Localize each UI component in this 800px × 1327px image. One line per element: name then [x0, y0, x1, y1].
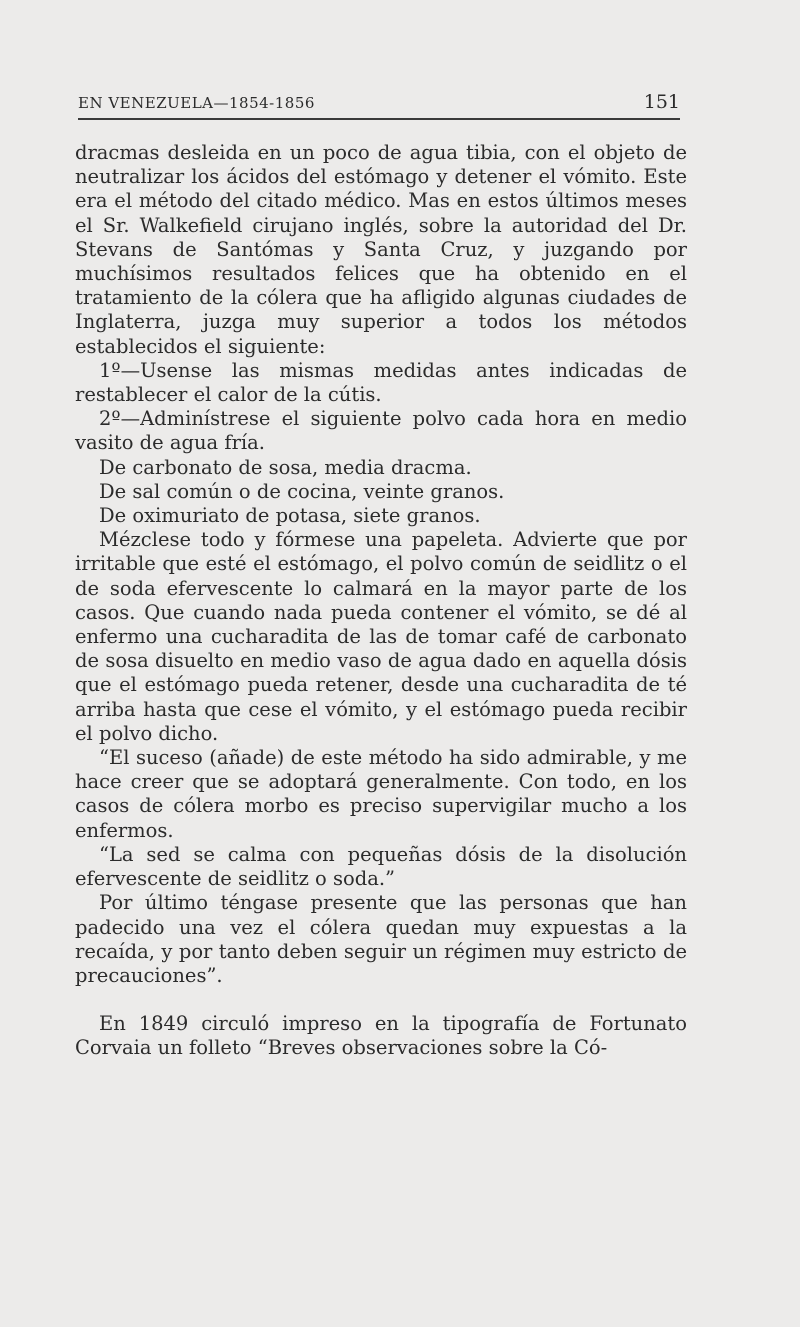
quote-paragraph: “El suceso (añade) de este método ha sido admirable, y me hace creer que se adoptará generalmente. Con todo, en los casos de cólera morbo es preciso supervigilar mucho a los enfermos.: [75, 746, 687, 842]
page-header: [78, 90, 680, 120]
paragraph: dracmas desleida en un poco de agua tibia, con el objeto de neutralizar los ácidos del estómago y detener el vómito. Este era el método del citado médico. Mas en estos últimos meses el Sr. Walkefield cirujano inglés, sobre la autoridad del Dr. Stevans de Santómas y Santa Cruz, y juzgando por muchísimos resultados felices que ha obtenido en el tratamiento de la cólera que ha afligido algunas ciudades de Inglaterra, juzga muy superior a todos los métodos establecidos el siguiente:: [75, 141, 687, 358]
paragraph: Mézclese todo y fórmese una papeleta. Advierte que por irritable que esté el estómago, el polvo común de seidlitz o el de soda efervescente lo calmará en la mayor parte de los casos. Que cuando nada pueda contener el vómito, se dé al enfermo una cucharadita de las de tomar café de carbonato de sosa disuelto en medio vaso de agua dado en aquella dósis que el estómago pueda retener, desde una cucharadita de té arriba hasta que cese el vómito, y el estómago pueda recibir el polvo dicho.: [75, 528, 687, 745]
paragraph: 2º—Adminístrese el siguiente polvo cada hora en medio vasito de agua fría.: [75, 407, 687, 455]
paragraph: En 1849 circuló impreso en la tipografía de Fortunato Corvaia un folleto “Breves observaciones sobre la Có-: [75, 1012, 687, 1060]
paragraph: 1º—Usense las mismas medidas antes indicadas de restablecer el calor de la cútis.: [75, 358, 687, 407]
page-number: 151: [643, 91, 680, 113]
paragraph: Por último téngase presente que las personas que han padecido una vez el cólera quedan muy expuestas a la recaída, y por tanto deben seguir un régimen muy estricto de precauciones”.: [75, 891, 687, 987]
recipe-line: De carbonato de sosa, media dracma.: [99, 455, 472, 479]
quote-paragraph: “La sed se calma con pequeñas dósis de la disolución efervescente de seidlitz o soda.”: [75, 842, 687, 891]
running-head: EN VENEZUELA—1854-1856: [78, 94, 315, 112]
recipe-line: De sal común o de cocina, veinte granos.: [99, 479, 505, 503]
body-text: [75, 141, 687, 1061]
recipe-line: De oximuriato de potasa, siete granos.: [99, 504, 481, 528]
